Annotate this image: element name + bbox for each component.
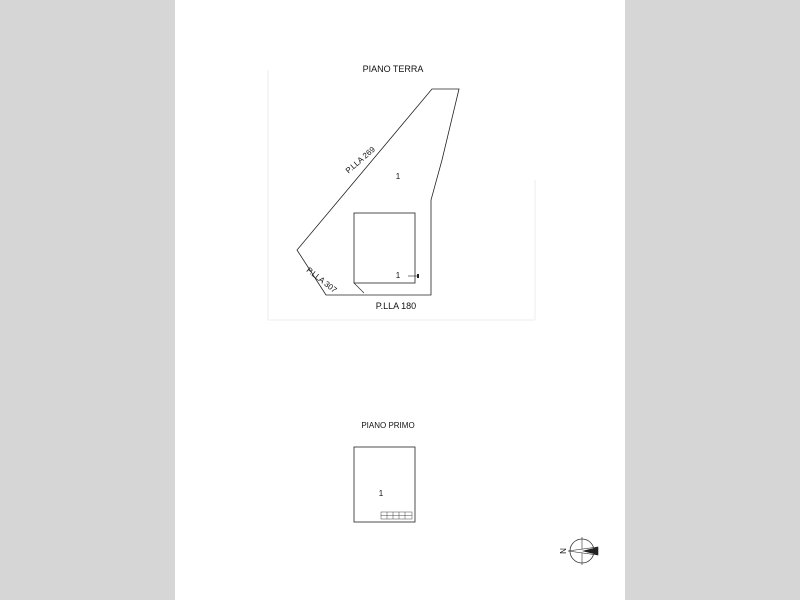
ground-floor-lot-outline xyxy=(297,89,459,295)
ground-floor-building-number: 1 xyxy=(395,271,401,280)
scan-artifacts xyxy=(268,70,535,320)
first-floor-scale-bar xyxy=(381,512,412,519)
north-arrow-icon xyxy=(568,537,598,565)
north-arrow-label: N xyxy=(559,548,568,554)
ground-floor-title: PIANO TERRA xyxy=(362,64,424,74)
ground-floor-building xyxy=(354,213,415,283)
first-floor-title: PIANO PRIMO xyxy=(361,421,415,430)
parcel-label-north: P.LLA 269 xyxy=(343,144,377,176)
ground-floor-unit-number: 1 xyxy=(395,172,401,181)
parcel-label-west: P.LLA 307 xyxy=(304,265,339,295)
parcel-label-south: P.LLA 180 xyxy=(375,301,417,311)
ground-floor-connector xyxy=(354,283,364,293)
first-floor-unit-number: 1 xyxy=(378,489,384,498)
first-floor-building xyxy=(354,447,415,522)
ground-floor-entrance-tick xyxy=(417,274,419,278)
